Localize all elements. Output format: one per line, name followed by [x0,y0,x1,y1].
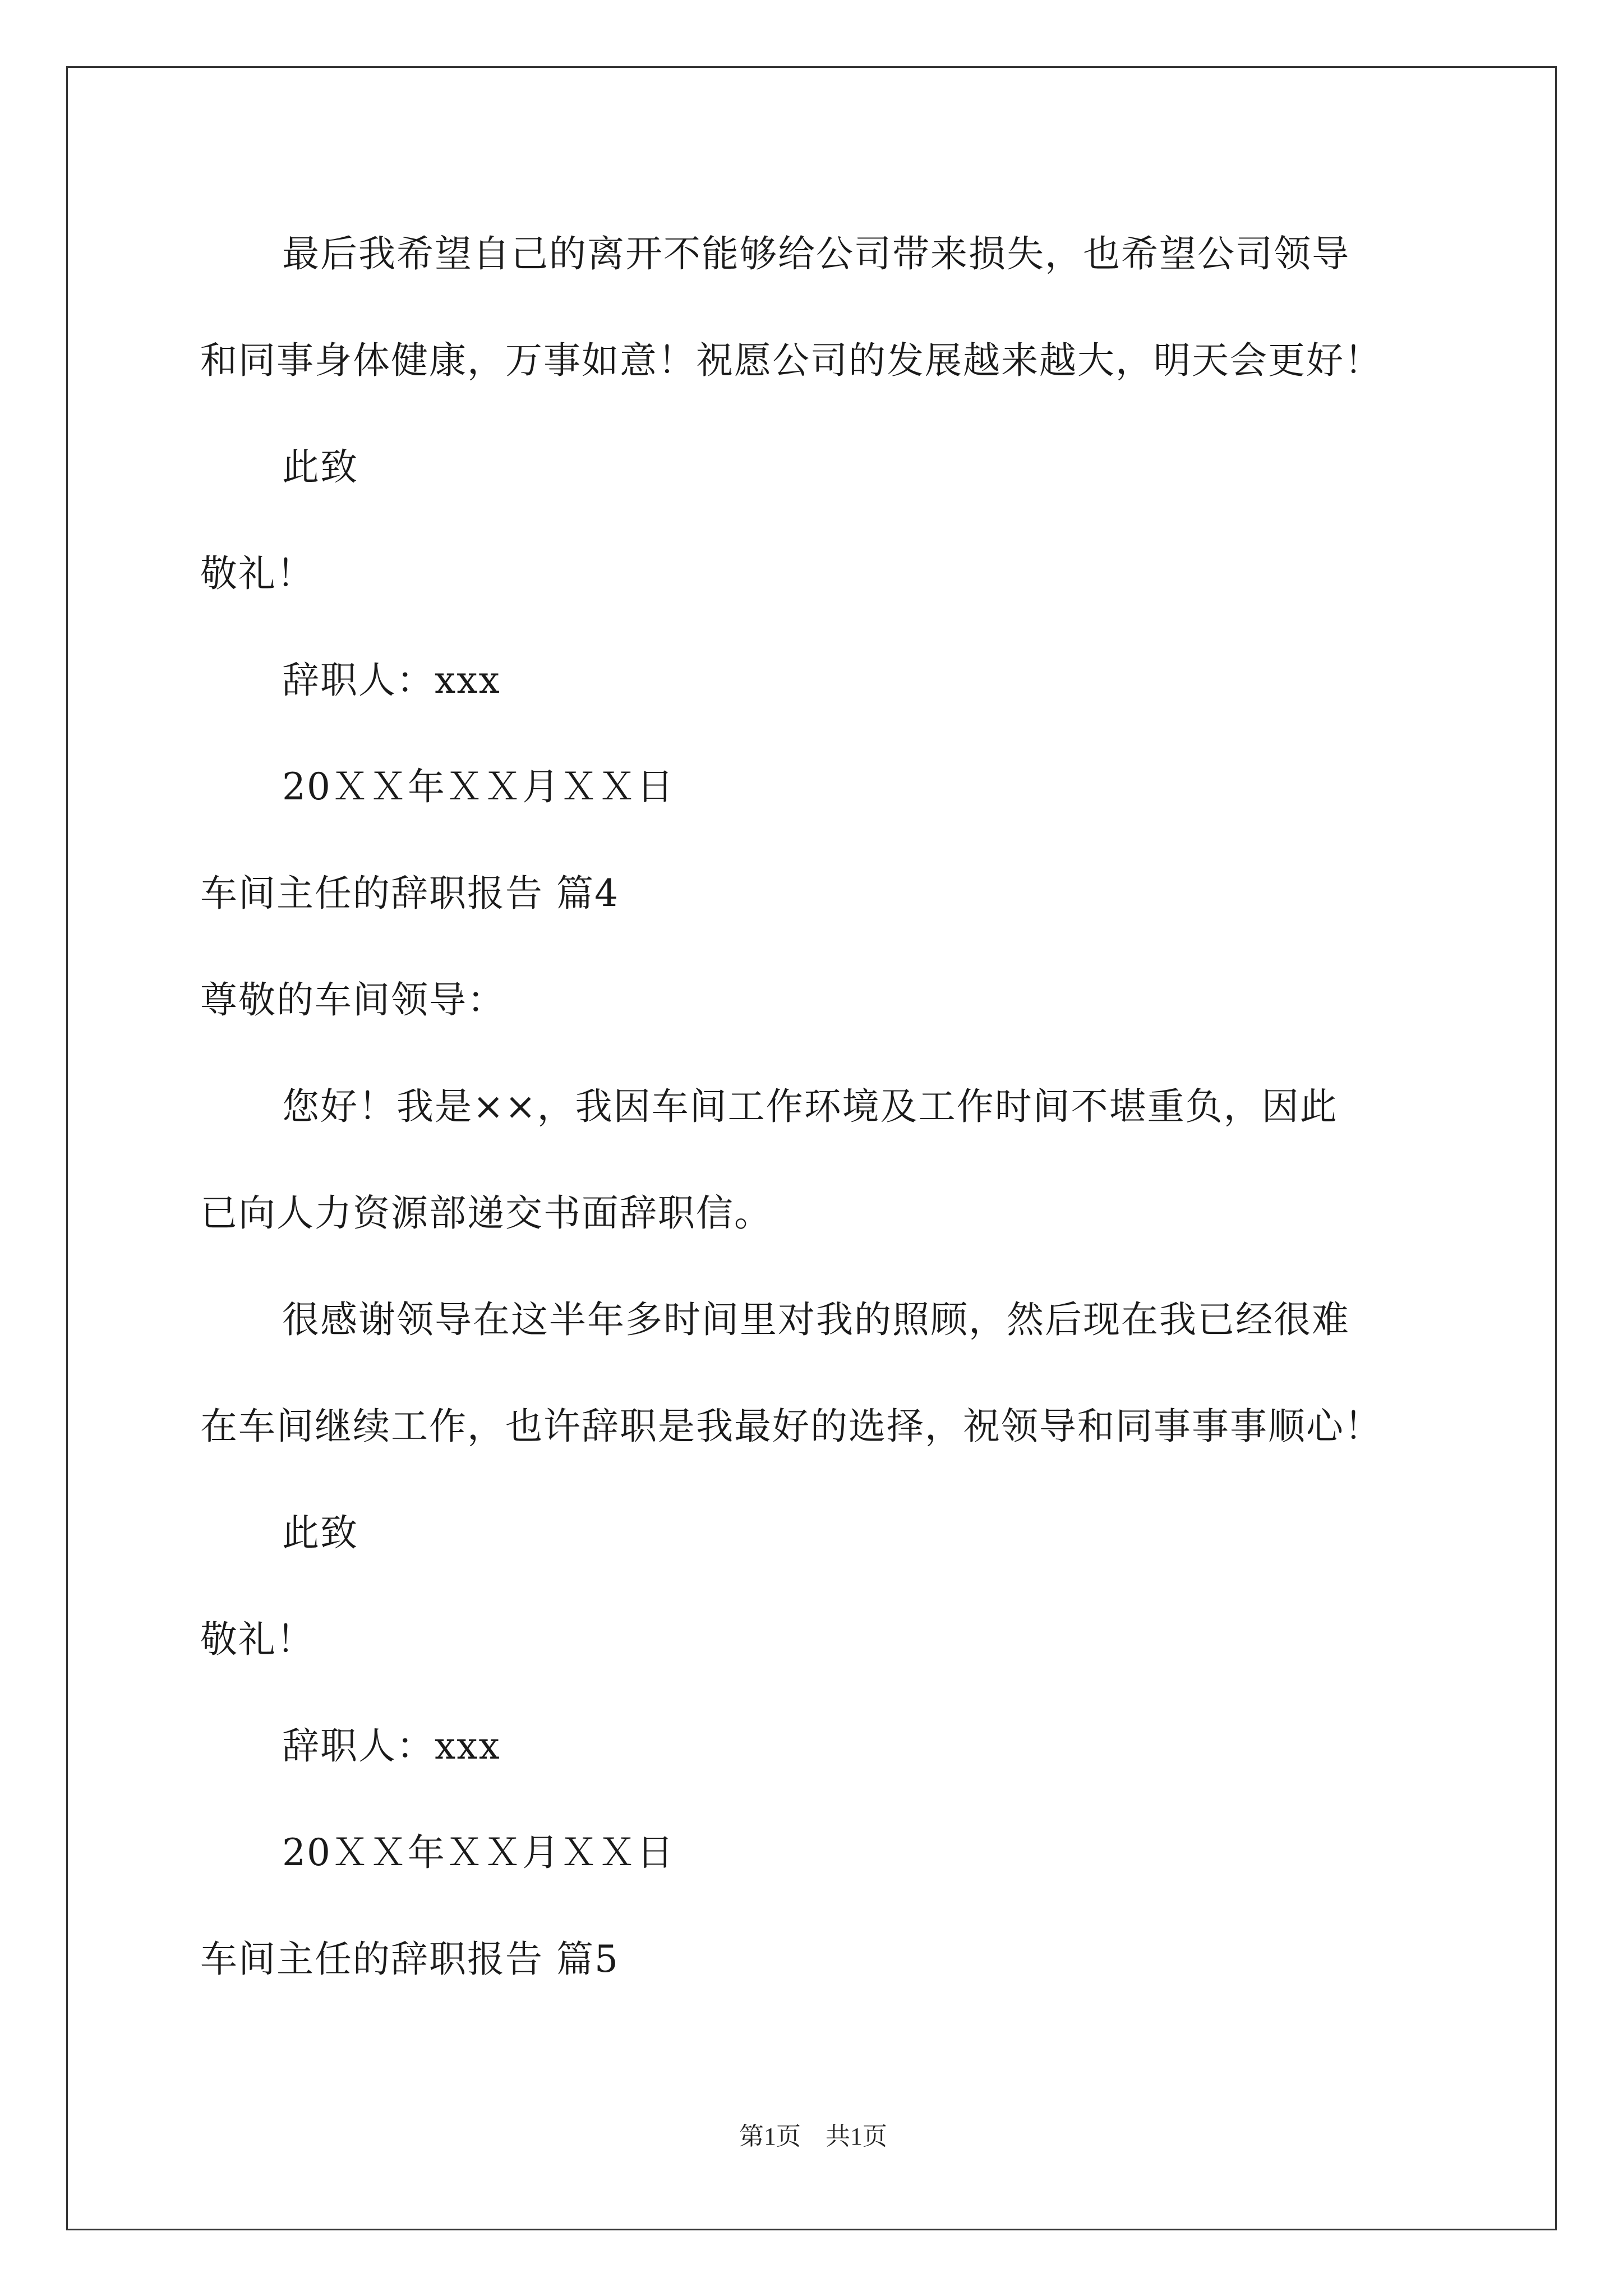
page-footer: 第1页 共1页 [739,2123,887,2150]
addressee-line: 尊敬的车间领导： [200,978,505,1022]
section-heading-4: 车间主任的辞职报告 篇4 [200,872,619,915]
signature-line-2: 辞职人：xxx [282,1724,501,1768]
paragraph-thanks-cont: 在车间继续工作，也许辞职是我最好的选择，祝领导和同事事事顺心！ [200,1405,1382,1448]
paragraph-intro: 您好！我是××，我因车间工作环境及工作时间不堪重负，因此 [282,1085,1338,1128]
page-frame [66,66,1557,2230]
salutation-cizhi-2: 此致 [282,1511,358,1554]
paragraph-intro-cont: 已向人力资源部递交书面辞职信。 [200,1191,772,1235]
date-line-2: 20ＸＸ年ＸＸ月ＸＸ日 [282,1831,675,1874]
paragraph-thanks: 很感谢领导在这半年多时间里对我的照顾，然后现在我已经很难 [282,1298,1350,1341]
section-heading-5: 车间主任的辞职报告 篇5 [200,1938,619,1981]
salutation-jingli-2: 敬礼！ [200,1618,315,1661]
salutation-cizhi: 此致 [282,445,358,489]
paragraph-closing-hope-cont: 和同事身体健康，万事如意！祝愿公司的发展越来越大，明天会更好！ [200,339,1382,382]
paragraph-closing-hope: 最后我希望自己的离开不能够给公司带来损失，也希望公司领导 [282,232,1350,275]
salutation-jingli: 敬礼！ [200,552,315,595]
signature-line: 辞职人：xxx [282,659,501,702]
date-line: 20ＸＸ年ＸＸ月ＸＸ日 [282,765,675,808]
